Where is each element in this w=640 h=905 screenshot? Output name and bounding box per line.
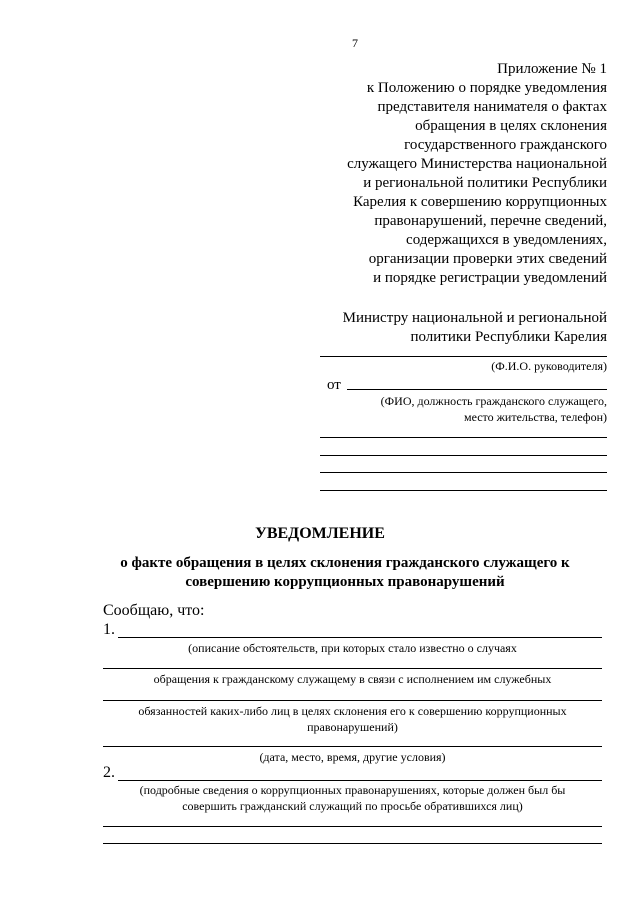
item-2-caption-line: (подробные сведения о коррупционных правонарушениях, которые должен был бы <box>139 783 566 797</box>
sender-extra-line[interactable] <box>320 437 607 438</box>
item-2-caption <box>103 782 602 814</box>
notice-subtitle-line: совершению коррупционных правонарушений <box>185 574 505 590</box>
appendix-title: Приложение № 1 <box>497 61 607 77</box>
item-1-caption-line: обязанностей каких-либо лиц в целях склонения его к совершению коррупционных <box>138 704 567 718</box>
sender-extra-line[interactable] <box>320 455 607 456</box>
sender-extra-line[interactable] <box>320 472 607 473</box>
sender-caption-line: место жительства, телефон) <box>463 410 607 424</box>
item-1-line[interactable] <box>103 700 602 701</box>
sender-caption-line: (ФИО, должность гражданского служащего, <box>380 394 607 408</box>
item-1-caption-line: правонарушений) <box>307 720 398 734</box>
item-1-number: 1. <box>103 621 115 638</box>
appendix-line: обращения в целях склонения <box>415 118 607 134</box>
item-1-caption <box>103 703 602 735</box>
from-label: от <box>327 377 341 393</box>
sender-caption <box>327 393 607 425</box>
appendix-block <box>317 60 607 288</box>
notice-subtitle-line: о факте обращения в целях склонения гражданского служащего к <box>120 555 570 571</box>
notice-subtitle <box>95 554 595 592</box>
appendix-line: организации проверки этих сведений <box>368 251 607 267</box>
sender-line[interactable] <box>347 389 607 390</box>
intro-text: Сообщаю, что: <box>103 602 205 619</box>
appendix-line: и порядке регистрации уведомлений <box>373 270 607 286</box>
appendix-line: служащего Министерства национальной <box>347 156 607 172</box>
head-name-line[interactable] <box>320 356 607 357</box>
head-name-caption: (Ф.И.О. руководителя) <box>491 359 607 373</box>
item-2-line[interactable] <box>118 780 602 781</box>
appendix-line: государственного гражданского <box>404 137 607 153</box>
item-1-caption: обращения к гражданскому служащему в связи с исполнением им служебных <box>153 672 552 686</box>
item-2-caption-line: совершить гражданский служащий по просьбе обратившихся лиц) <box>182 799 523 813</box>
item-1-line[interactable] <box>103 668 602 669</box>
item-2-number: 2. <box>103 764 115 781</box>
appendix-line: представителя нанимателя о фактах <box>377 99 607 115</box>
addressee-line: Министру национальной и региональной <box>342 310 607 326</box>
appendix-line: правонарушений, перечне сведений, <box>374 213 607 229</box>
item-2-line[interactable] <box>103 826 602 827</box>
item-1-caption: (описание обстоятельств, при которых стало известно о случаях <box>188 641 517 655</box>
addressee-line: политики Республики Карелия <box>410 329 607 345</box>
page-number: 7 <box>352 36 358 50</box>
item-1-caption: (дата, место, время, другие условия) <box>259 750 446 764</box>
item-1-line[interactable] <box>118 637 602 638</box>
appendix-line: Карелия к совершению коррупционных <box>353 194 607 210</box>
addressee-block <box>317 309 607 347</box>
item-1-line[interactable] <box>103 746 602 747</box>
notice-title: УВЕДОМЛЕНИЕ <box>255 525 385 542</box>
item-2-line[interactable] <box>103 843 602 844</box>
appendix-line: к Положению о порядке уведомления <box>366 80 607 96</box>
appendix-line: и региональной политики Республики <box>363 175 607 191</box>
sender-extra-line[interactable] <box>320 490 607 491</box>
appendix-line: содержащихся в уведомлениях, <box>406 232 607 248</box>
